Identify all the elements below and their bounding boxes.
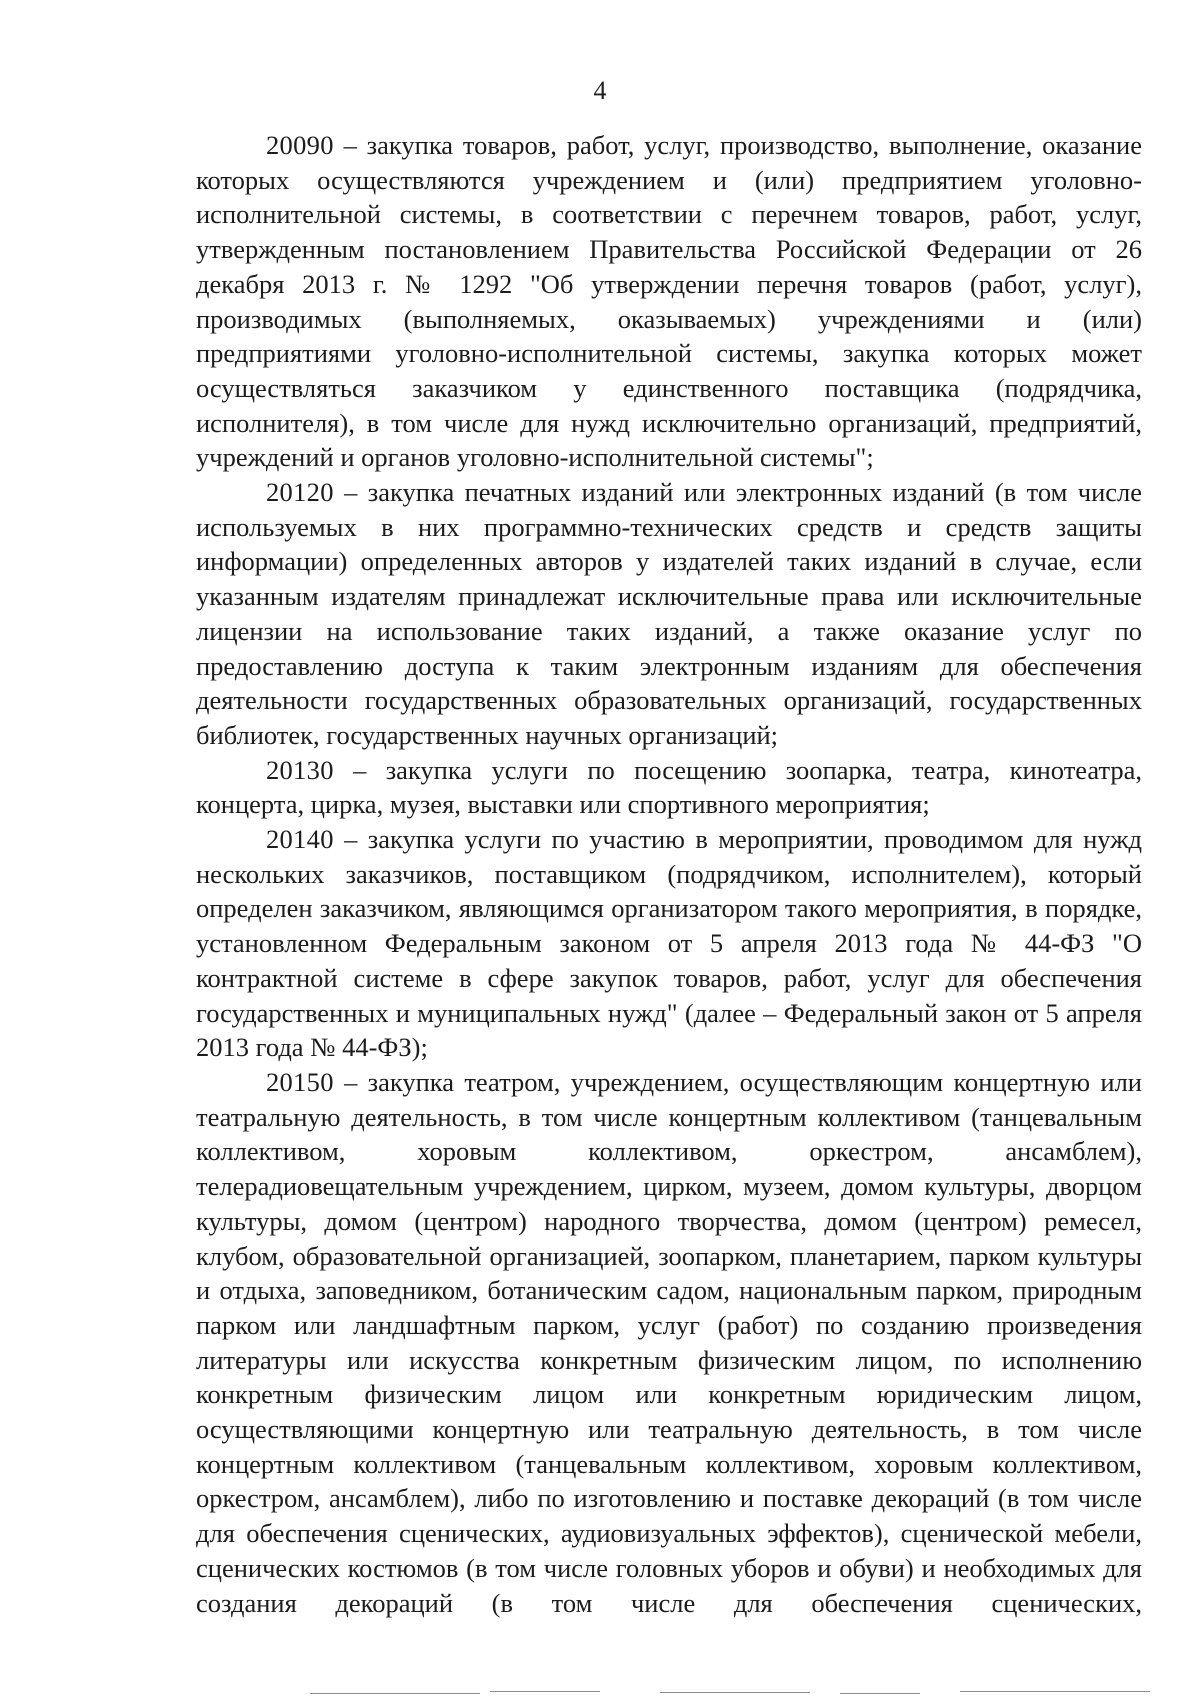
scan-artifact-lines	[0, 1683, 1200, 1703]
paragraph-20090	[196, 128, 1142, 475]
paragraph-text: – закупка услуги по участию в мероприятии, проводимом для нужд нескольких заказчиков, поставщиком (подрядчиком, исполнителем), который определен заказчиком, являющимся организатором такого мероприятия, в порядке, установленном Федеральным законом от 5 апреля 2013 года № 44-ФЗ "О контрактной системе в сфере закупок товаров, работ, услуг для обеспечения государственных и муниципальных нужд" (далее – Федеральный закон от 5 апреля 2013 года № 44-ФЗ);	[196, 824, 1142, 1063]
paragraph-code: 20090	[266, 130, 334, 160]
paragraph-text: – закупка услуги по посещению зоопарка, театра, кинотеатра, концерта, цирка, музея, выставки или спортивного мероприятия;	[196, 754, 1142, 820]
paragraph-20130	[196, 753, 1142, 822]
paragraph-text: – закупка товаров, работ, услуг, производство, выполнение, оказание которых осуществляются учреждением и (или) предприятием уголовно-исполнительной системы, в соответствии с перечнем товаров, работ, услуг, утвержденным постановлением Правительства Российской Федерации от 26 декабря 2013 г. № 1292 "Об утверждении перечня товаров (работ, услуг), производимых (выполняемых, оказываемых) учреждениями и (или) предприятиями уголовно-исполнительной системы, закупка которых может осуществляться заказчиком у единственного поставщика (подрядчика, исполнителя), в том числе для нужд исключительно организаций, предприятий, учреждений и органов уголовно-исполнительной системы";	[196, 130, 1142, 473]
paragraph-code: 20140	[266, 824, 334, 855]
paragraph-20150	[196, 1065, 1142, 1620]
paragraph-20120	[196, 475, 1142, 753]
scan-line	[660, 1692, 810, 1693]
paragraph-text: – закупка печатных изданий или электронных изданий (в том числе используемых в них программно-технических средств и средств защиты информации) определенных авторов у издателей таких изданий в случае, если указанным издателям принадлежат исключительные права или исключительные лицензии на использование таких изданий, а также оказание услуг по предоставлению доступа к таким электронным изданиям для обеспечения деятельности государственных образовательных организаций, государственных библиотек, государственных научных организаций;	[196, 477, 1142, 750]
paragraph-text: – закупка театром, учреждением, осуществляющим концертную или театральную деятельность, в том числе концертным коллективом (танцевальным коллективом, хоровым коллективом, оркестром, ансамблем), телерадиовещательным учреждением, цирком, музеем, домом культуры, дворцом культуры, домом (центром) народного творчества, домом (центром) ремесел, клубом, образовательной организацией, зоопарком, планетарием, парком культуры и отдыха, заповедником, ботаническим садом, национальным парком, природным парком или ландшафтным парком, услуг (работ) по созданию произведения литературы или искусства конкретным физическим лицом, по исполнению конкретным физическим лицом или конкретным юридическим лицом, осуществляющими концертную или театральную деятельность, в том числе концертным коллективом (танцевальным коллективом, хоровым коллективом, оркестром, ансамблем), либо по изготовлению и поставке декораций (в том числе для обеспечения сценических, аудиовизуальных эффектов), сценической мебели, сценических костюмов (в том числе головных уборов и обуви) и необходимых для создания декораций (в том числе для обеспечения сценических,	[196, 1066, 1142, 1618]
page-number: 4	[593, 76, 607, 105]
paragraph-20140	[196, 822, 1142, 1065]
document-body	[196, 128, 1142, 1620]
scan-line	[490, 1691, 600, 1692]
scan-line	[840, 1693, 920, 1694]
paragraph-code: 20120	[266, 477, 334, 508]
scan-line	[960, 1691, 1150, 1692]
paragraph-code: 20130	[266, 754, 334, 785]
scan-line	[310, 1693, 480, 1694]
paragraph-code: 20150	[266, 1066, 334, 1097]
